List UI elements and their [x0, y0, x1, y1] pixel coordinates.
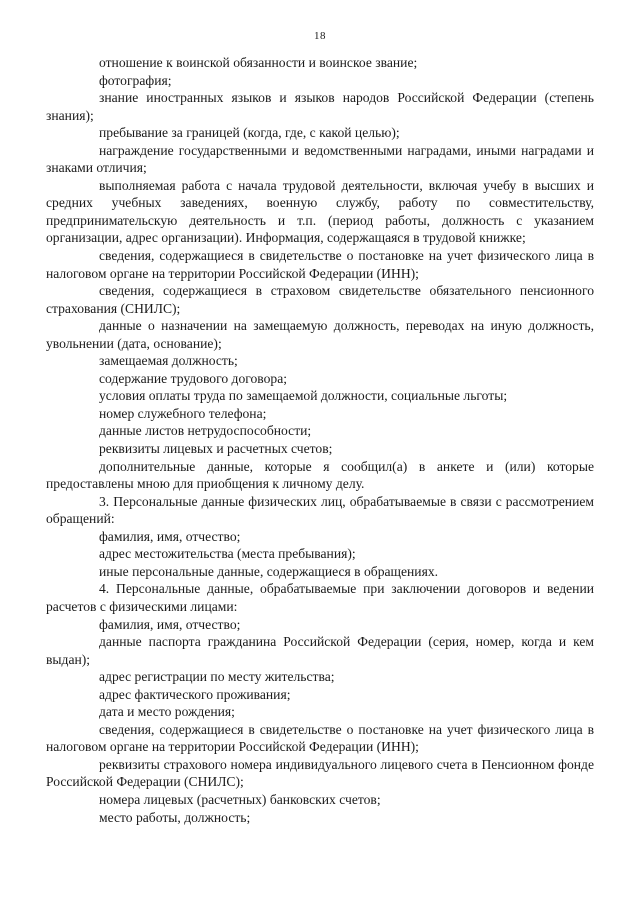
paragraph: сведения, содержащиеся в страховом свидетельстве обязательного пенсионного страхования (СНИЛС); — [46, 283, 594, 316]
paragraph: условия оплаты труда по замещаемой должности, социальные льготы; — [99, 388, 508, 404]
paragraph: дата и место рождения; — [99, 704, 235, 720]
section-heading: 3. Персональные данные физических лиц, обрабатываемые в связи с рассмотрением обращений: — [46, 493, 594, 527]
paragraph: фотография; — [99, 72, 172, 88]
paragraph: содержание трудового договора; — [99, 370, 288, 386]
paragraph: реквизиты лицевых и расчетных счетов; — [99, 441, 333, 457]
paragraph: фамилия, имя, отчество; — [99, 616, 241, 632]
paragraph: данные о назначении на замещаемую должность, переводах на иную должность, увольнении (дата, основание); — [46, 318, 594, 351]
paragraph: данные паспорта гражданина Российской Федерации (серия, номер, когда и кем выдан); — [46, 634, 594, 667]
paragraph: знание иностранных языков и языков народов Российской Федерации (степень знания); — [46, 90, 594, 123]
paragraph: данные листов нетрудоспособности; — [99, 423, 312, 439]
paragraph: иные персональные данные, содержащиеся в обращениях. — [99, 563, 439, 579]
page-number: 18 — [314, 30, 326, 42]
paragraph: замещаемая должность; — [99, 353, 238, 369]
paragraph: место работы, должность; — [99, 809, 251, 825]
paragraph: награждение государственными и ведомственными наградами, иными наградами и знаками отличия; — [46, 142, 594, 176]
paragraph: номера лицевых (расчетных) банковских счетов; — [99, 791, 381, 807]
paragraph: фамилия, имя, отчество; — [99, 528, 241, 544]
paragraph: адрес местожительства (места пребывания); — [99, 546, 356, 562]
paragraph: реквизиты страхового номера индивидуального лицевого счета в Пенсионном фонде Российской Федерации (СНИЛС); — [46, 756, 594, 790]
section-heading: 4. Персональные данные, обрабатываемые при заключении договоров и ведении расчетов с физическими лицами: — [46, 581, 594, 614]
paragraph: сведения, содержащиеся в свидетельстве о постановке на учет физического лица в налоговом органе на территории Российской Федерации (ИНН); — [46, 721, 594, 755]
paragraph: пребывание за границей (когда, где, с какой целью); — [99, 125, 400, 141]
paragraph: номер служебного телефона; — [99, 405, 267, 421]
paragraph: отношение к воинской обязанности и воинское звание; — [99, 55, 418, 70]
paragraph: адрес регистрации по месту жительства; — [99, 669, 335, 685]
paragraph: выполняемая работа с начала трудовой деятельности, включая учебу в высших и средних учебных заведениях, военную службу, работу по совместительству, предпринимательскую деятельность и т.п. (период работы, должность с указанием организации, адрес организации). Информация, содержащаяся в трудовой книжке; — [46, 177, 594, 246]
paragraph: дополнительные данные, которые я сообщил(а) в анкете и (или) которые предоставлены мною для приобщения к личному делу. — [46, 458, 594, 492]
paragraph: адрес фактического проживания; — [99, 686, 291, 702]
paragraph: сведения, содержащиеся в свидетельстве о постановке на учет физического лица в налоговом органе на территории Российской Федерации (ИНН); — [46, 248, 594, 281]
document-body — [46, 54, 594, 826]
